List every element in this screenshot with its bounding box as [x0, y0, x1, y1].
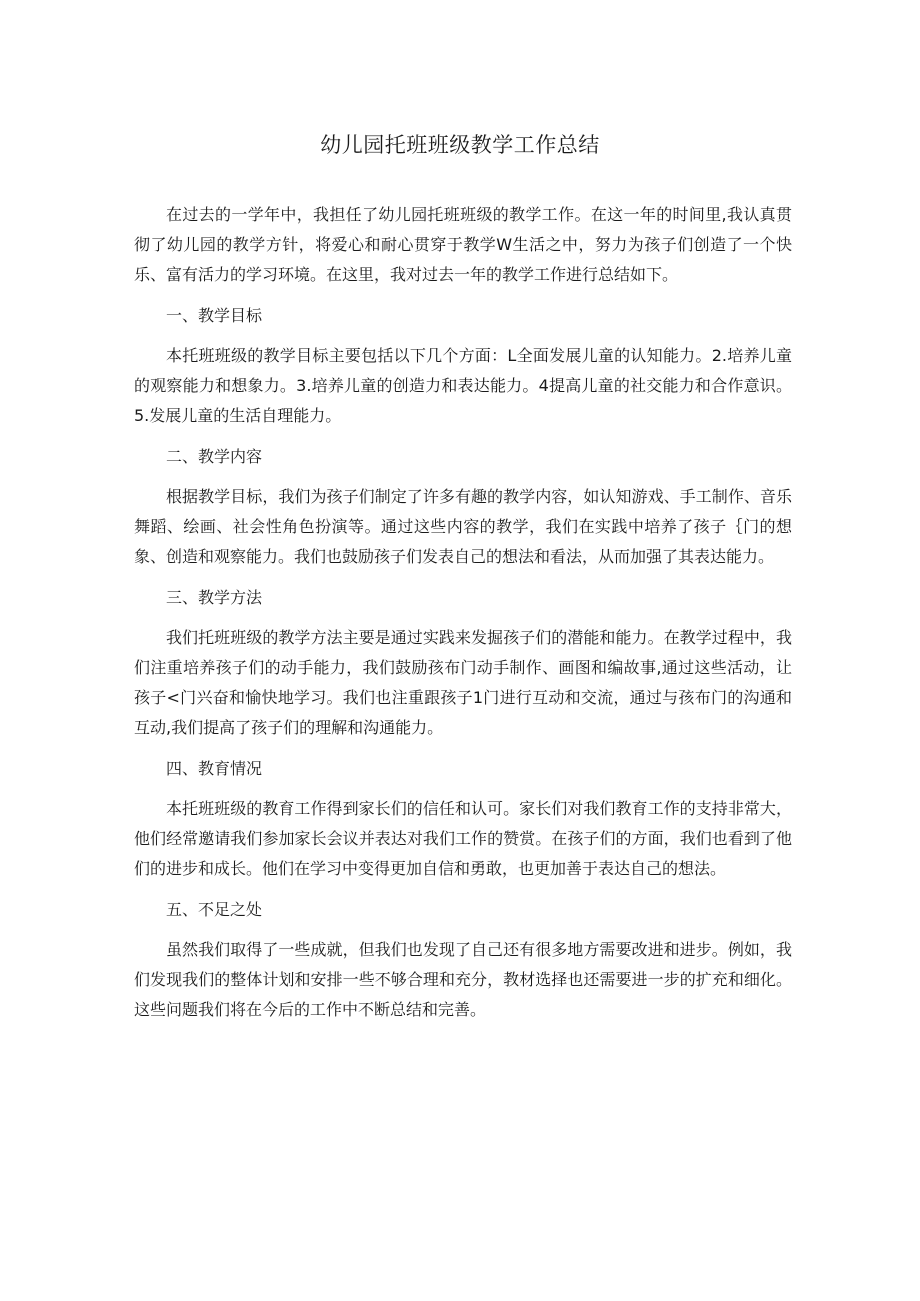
- section-heading-goals: 一、教学目标: [166, 306, 263, 325]
- section-text-education: 本托班班级的教育工作得到家长们的信任和认可。家长们对我们教育工作的支持非常大，他们经常邀请我们参加家长会议并表达对我们工作的赞赏。在孩子们的方面，我们也看到了他们的进步和成长。他们在学习中变得更加自信和勇敢，也更加善于表达自己的想法。: [134, 799, 792, 878]
- section-text-content: 根据教学目标，我们为孩子们制定了许多有趣的教学内容，如认知游戏、手工制作、音乐舞蹈、绘画、社会性角色扮演等。通过这些内容的教学，我们在实践中培养了孩子｛门的想象、创造和观察能力。我们也鼓励孩子们发表自己的想法和看法，从而加强了其表达能力。: [134, 487, 792, 566]
- section-text-shortcomings: 虽然我们取得了一些成就，但我们也发现了自己还有很多地方需要改进和进步。例如，我们发现我们的整体计划和安排一些不够合理和充分，教材选择也还需要进一步的扩充和细化。这些问题我们将在今后的工作中不断总结和完善。: [134, 940, 792, 1019]
- section-text-methods: 我们托班班级的教学方法主要是通过实践来发掘孩子们的潜能和能力。在教学过程中，我们注重培养孩子们的动手能力，我们鼓励孩布门动手制作、画图和编故事,通过这些活动，让孩子<门兴奋和愉快地学习。我们也注重跟孩子1门进行互动和交流，通过与孩布门的沟通和互动,我们提高了孩子们的理解和沟通能力。: [134, 628, 792, 737]
- document-title: 幼儿园托班班级教学工作总结: [320, 133, 600, 157]
- document-body: [134, 200, 792, 1025]
- section-heading-content: 二、教学内容: [166, 447, 263, 466]
- section-text-goals: 本托班班级的教学目标主要包括以下几个方面：L全面发展儿童的认知能力。2.培养儿童的观察能力和想象力。3.培养儿童的创造力和表达能力。4提高儿童的社交能力和合作意识。5.发展儿童的生活自理能力。: [134, 346, 792, 425]
- section-heading-shortcomings: 五、不足之处: [166, 900, 263, 919]
- section-heading-education: 四、教育情况: [166, 759, 263, 778]
- section-heading-methods: 三、教学方法: [166, 588, 263, 607]
- intro-paragraph: 在过去的一学年中，我担任了幼儿园托班班级的教学工作。在这一年的时间里,我认真贯彻了幼儿园的教学方针，将爱心和耐心贯穿于教学W生活之中，努力为孩子们创造了一个快乐、富有活力的学习环境。在这里，我对过去一年的教学工作进行总结如下。: [134, 205, 792, 284]
